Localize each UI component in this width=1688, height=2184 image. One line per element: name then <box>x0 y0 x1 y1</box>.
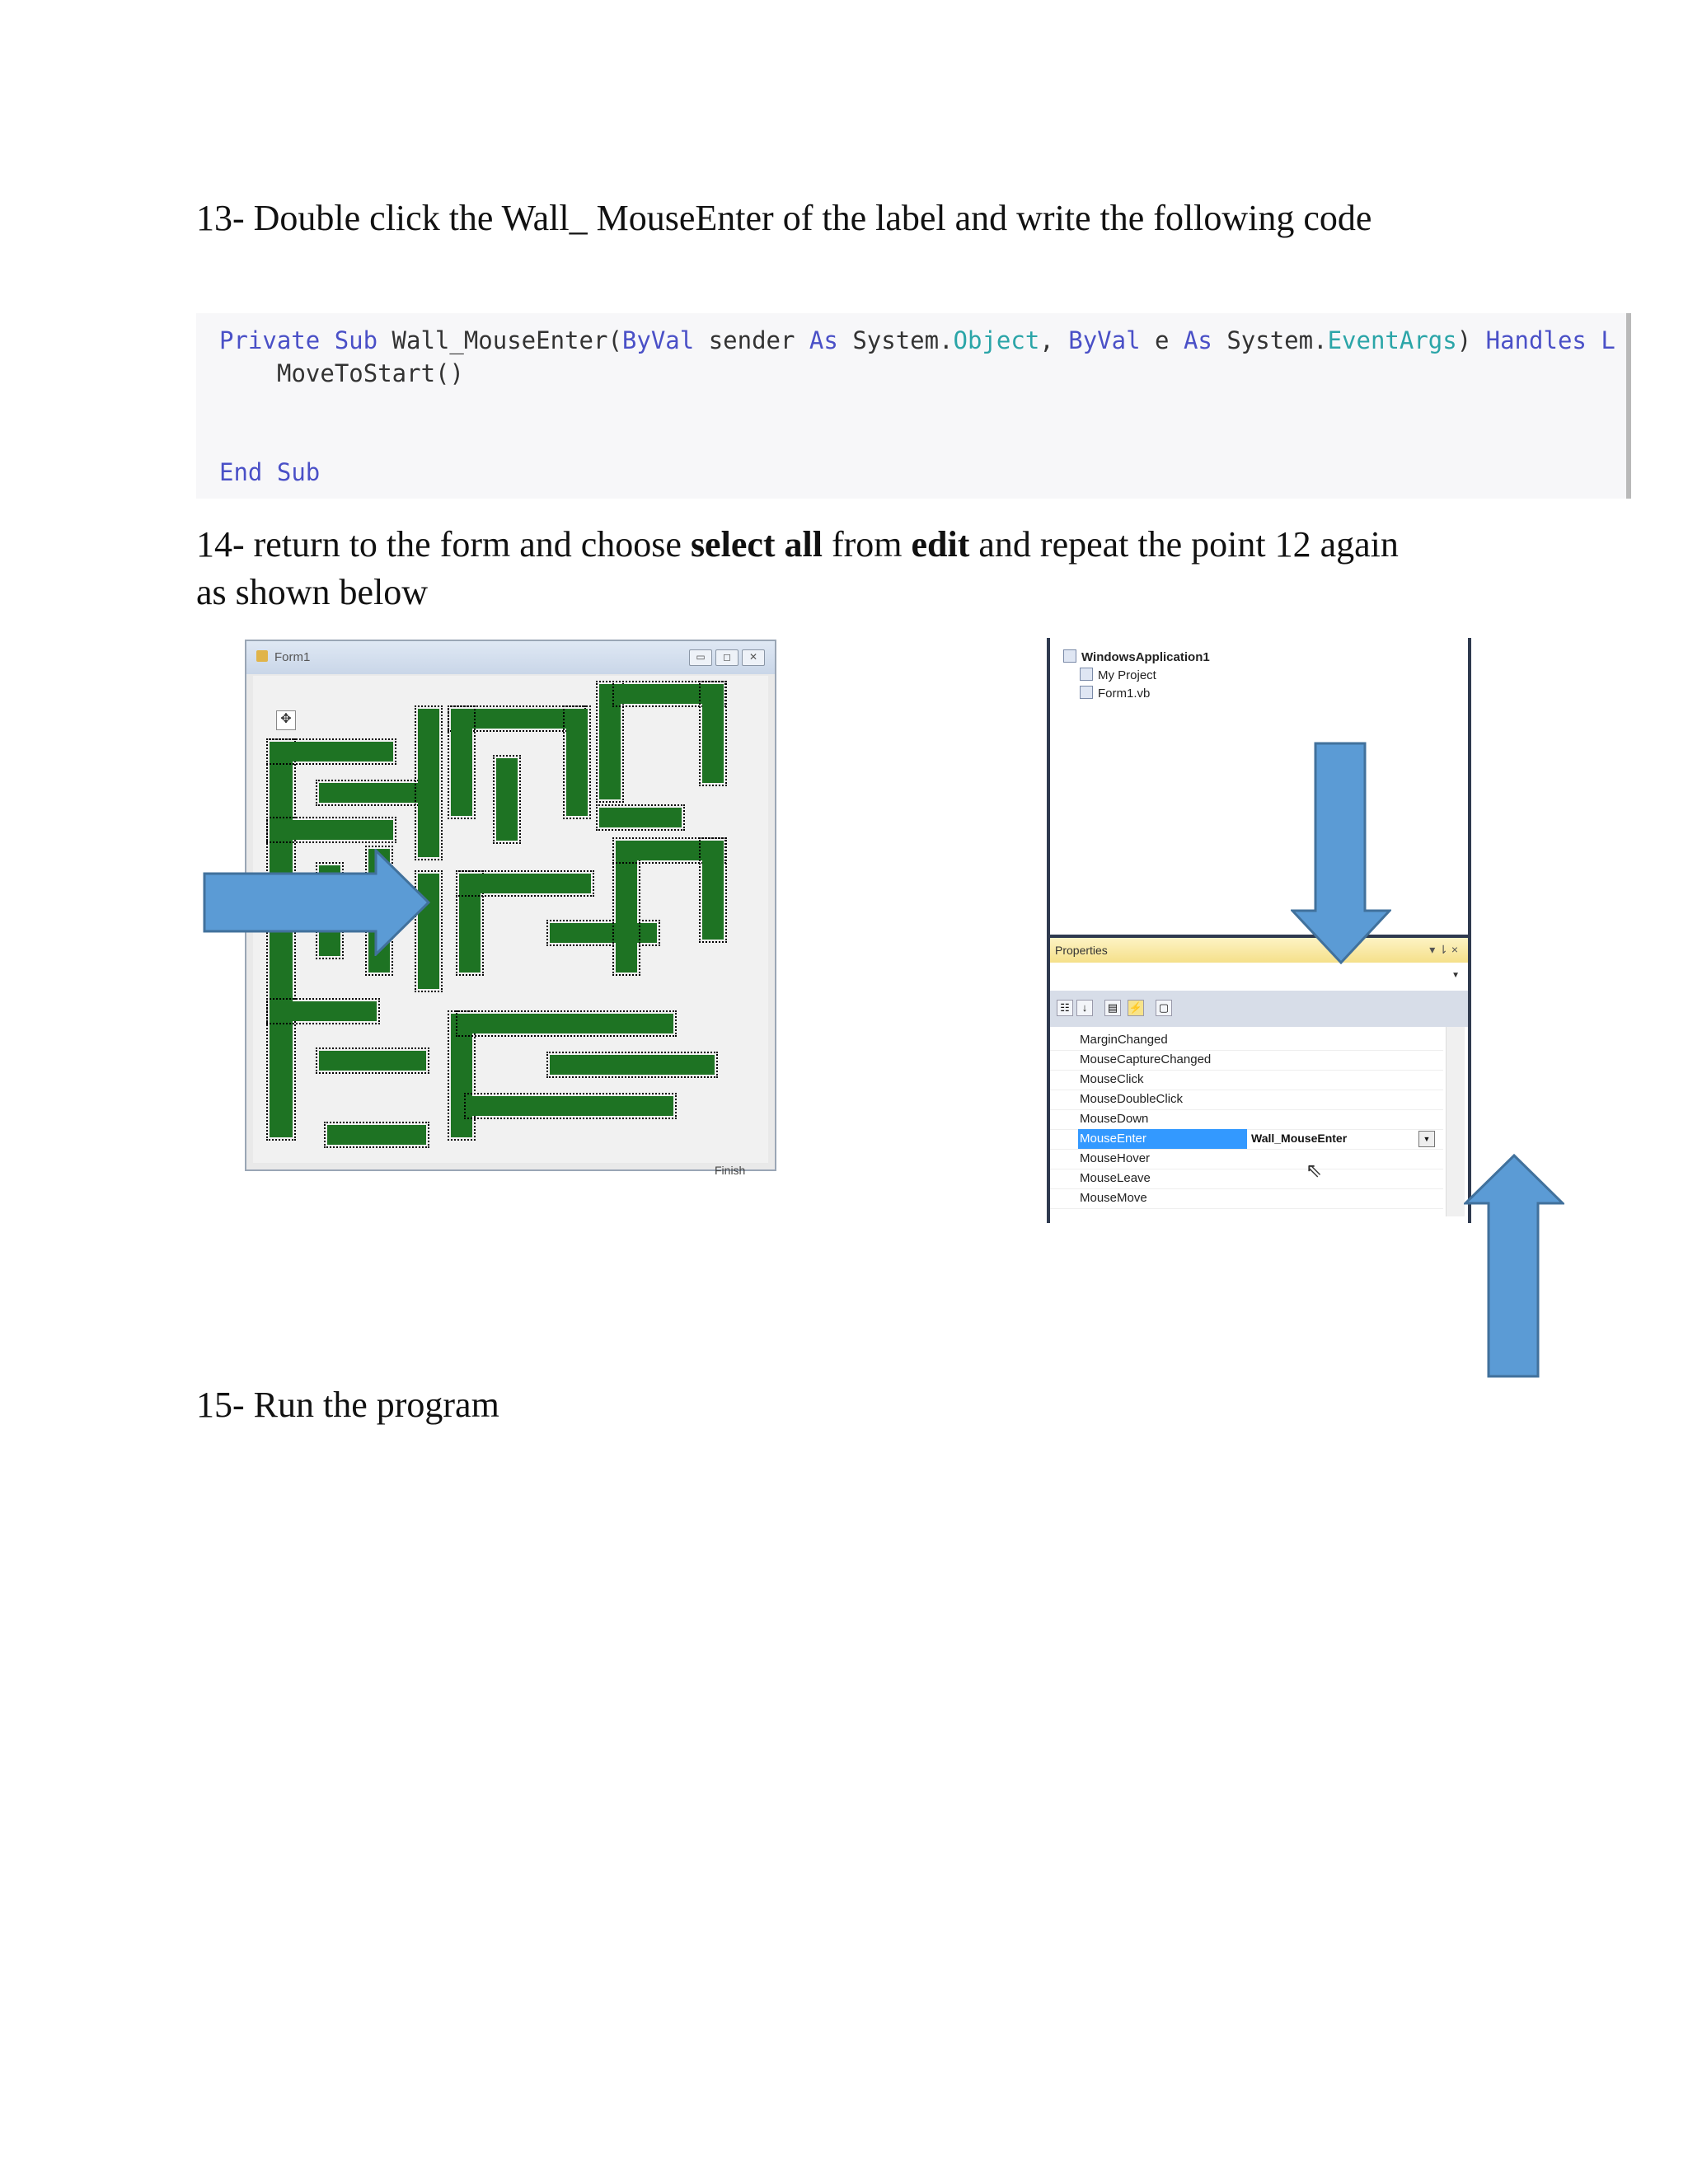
tree-item-form-file[interactable] <box>1080 686 1150 701</box>
properties-toolbar <box>1050 991 1468 1028</box>
event-name: MouseHover <box>1080 1151 1151 1165</box>
event-name: MouseDoubleClick <box>1080 1092 1184 1106</box>
properties-header <box>1050 938 1468 963</box>
events-grid <box>1050 1027 1468 1216</box>
code-type: Object <box>953 326 1040 354</box>
maze-wall[interactable] <box>459 874 591 893</box>
code-identifier: System. <box>1226 326 1328 354</box>
code-keyword: End <box>219 458 263 486</box>
event-name: MouseClick <box>1080 1072 1144 1086</box>
step-14-text: 14- return to the form and choose <box>196 524 691 565</box>
my-project-icon <box>1080 668 1093 681</box>
step-13-instruction: 13- Double click the Wall_ MouseEnter of the label and write the following code <box>196 198 1372 238</box>
step-14-bold-select-all: select all <box>690 524 823 565</box>
solution-explorer <box>1050 638 1468 939</box>
code-identifier: System. <box>852 326 954 354</box>
project-icon <box>1063 649 1076 663</box>
event-row[interactable] <box>1050 1188 1443 1209</box>
event-row[interactable] <box>1050 1149 1443 1169</box>
code-keyword: As <box>809 326 838 354</box>
code-identifier: e <box>1155 326 1170 354</box>
maze-wall[interactable] <box>270 820 393 840</box>
code-identifier: Wall_MouseEnter( <box>392 326 622 354</box>
up-arrow-icon <box>1464 1154 1564 1378</box>
properties-title: Properties <box>1055 944 1108 957</box>
code-type: EventArgs <box>1327 326 1457 354</box>
code-keyword: Sub <box>276 458 321 486</box>
code-line-2: MoveToStart() <box>277 359 464 387</box>
maze-wall[interactable] <box>702 841 724 940</box>
maze-wall[interactable] <box>496 758 518 841</box>
tree-item-label: WindowsApplication1 <box>1081 650 1210 664</box>
move-handle-icon[interactable]: ✥ <box>276 710 296 730</box>
code-identifier: L <box>1601 326 1615 354</box>
code-identifier: sender <box>708 326 795 354</box>
maze-wall[interactable] <box>550 1055 715 1075</box>
step-14-bold-edit: edit <box>911 524 970 565</box>
event-name: MouseEnter <box>1078 1129 1247 1149</box>
maze-wall[interactable] <box>566 709 588 816</box>
tree-item-label: Form1.vb <box>1098 687 1151 701</box>
ide-panels <box>1047 638 1471 1223</box>
right-arrow-icon <box>203 849 430 956</box>
finish-label[interactable]: Finish <box>715 1164 746 1177</box>
mouse-pointer-icon: ⇖ <box>1306 1160 1323 1182</box>
close-icon[interactable]: ✕ <box>742 649 765 666</box>
event-row[interactable] <box>1050 1070 1443 1090</box>
tree-item-my-project[interactable] <box>1080 668 1156 682</box>
maze-wall[interactable] <box>327 1125 426 1145</box>
tree-item-project[interactable] <box>1063 649 1210 664</box>
maze-wall[interactable] <box>319 1051 426 1071</box>
event-name: MarginChanged <box>1080 1033 1168 1047</box>
events-scrollbar[interactable] <box>1446 1027 1465 1216</box>
maze-wall[interactable] <box>418 709 439 857</box>
window-buttons <box>686 649 765 666</box>
form-title-bar <box>246 641 775 674</box>
code-keyword: Handles <box>1485 326 1587 354</box>
down-arrow-icon <box>1291 742 1391 964</box>
event-row[interactable] <box>1050 1030 1443 1051</box>
event-name: MouseDown <box>1080 1112 1149 1126</box>
chevron-down-icon[interactable]: ▼ <box>1451 971 1460 980</box>
maze-wall[interactable] <box>270 742 393 762</box>
maze-wall[interactable] <box>550 923 657 943</box>
code-punct: ) <box>1456 326 1472 354</box>
events-lightning-icon[interactable]: ⚡ <box>1128 1000 1144 1016</box>
event-row[interactable] <box>1050 1169 1443 1189</box>
chevron-down-icon[interactable]: ▼ <box>1418 1131 1435 1147</box>
step-14-text: and repeat the point 12 again <box>969 524 1399 565</box>
event-name: MouseMove <box>1080 1191 1147 1205</box>
maze-wall[interactable] <box>451 709 472 816</box>
alphabetical-icon[interactable]: ↓ <box>1076 1000 1093 1016</box>
maze-wall[interactable] <box>467 1096 673 1116</box>
panel-pin-close-icon[interactable]: ▾ ⇂ × <box>1429 943 1458 956</box>
code-line-1 <box>219 326 1615 354</box>
maze-wall[interactable] <box>319 783 418 803</box>
code-keyword: As <box>1183 326 1212 354</box>
step-14-text: from <box>822 524 912 565</box>
property-pages-icon[interactable]: ▢ <box>1156 1000 1172 1016</box>
code-keyword: ByVal <box>1068 326 1141 354</box>
properties-icon[interactable]: ▤ <box>1104 1000 1121 1016</box>
maze-wall[interactable] <box>459 1014 673 1033</box>
minimize-icon[interactable]: ▭ <box>689 649 712 666</box>
form-title: Form1 <box>274 650 311 664</box>
code-keyword: Sub <box>334 326 378 354</box>
categorized-icon[interactable]: ☷ <box>1057 1000 1073 1016</box>
step-15-instruction: 15- Run the program <box>196 1385 499 1425</box>
code-block <box>196 313 1631 499</box>
step-14-instruction <box>196 521 1399 569</box>
code-keyword: ByVal <box>621 326 695 354</box>
object-selector[interactable] <box>1050 963 1468 991</box>
maze-wall[interactable] <box>599 808 682 827</box>
event-row[interactable] <box>1050 1090 1443 1110</box>
event-name: MouseLeave <box>1080 1171 1151 1185</box>
event-row[interactable] <box>1050 1109 1443 1130</box>
step-14-instruction-line-2: as shown below <box>196 572 429 612</box>
maze-wall[interactable] <box>616 857 637 972</box>
maze-wall[interactable] <box>270 1001 377 1021</box>
event-row[interactable] <box>1050 1050 1443 1071</box>
code-keyword: Private <box>219 326 321 354</box>
form-app-icon <box>256 650 268 662</box>
event-row-selected[interactable] <box>1050 1129 1443 1150</box>
code-punct: , <box>1039 326 1054 354</box>
maximize-icon[interactable]: ◻ <box>715 649 738 666</box>
event-handler-value[interactable]: Wall_MouseEnter <box>1251 1132 1348 1145</box>
event-name: MouseCaptureChanged <box>1080 1052 1212 1066</box>
code-line-3 <box>219 458 320 486</box>
vb-file-icon <box>1080 686 1093 699</box>
maze-wall[interactable] <box>702 684 724 783</box>
tree-item-label: My Project <box>1098 668 1156 682</box>
